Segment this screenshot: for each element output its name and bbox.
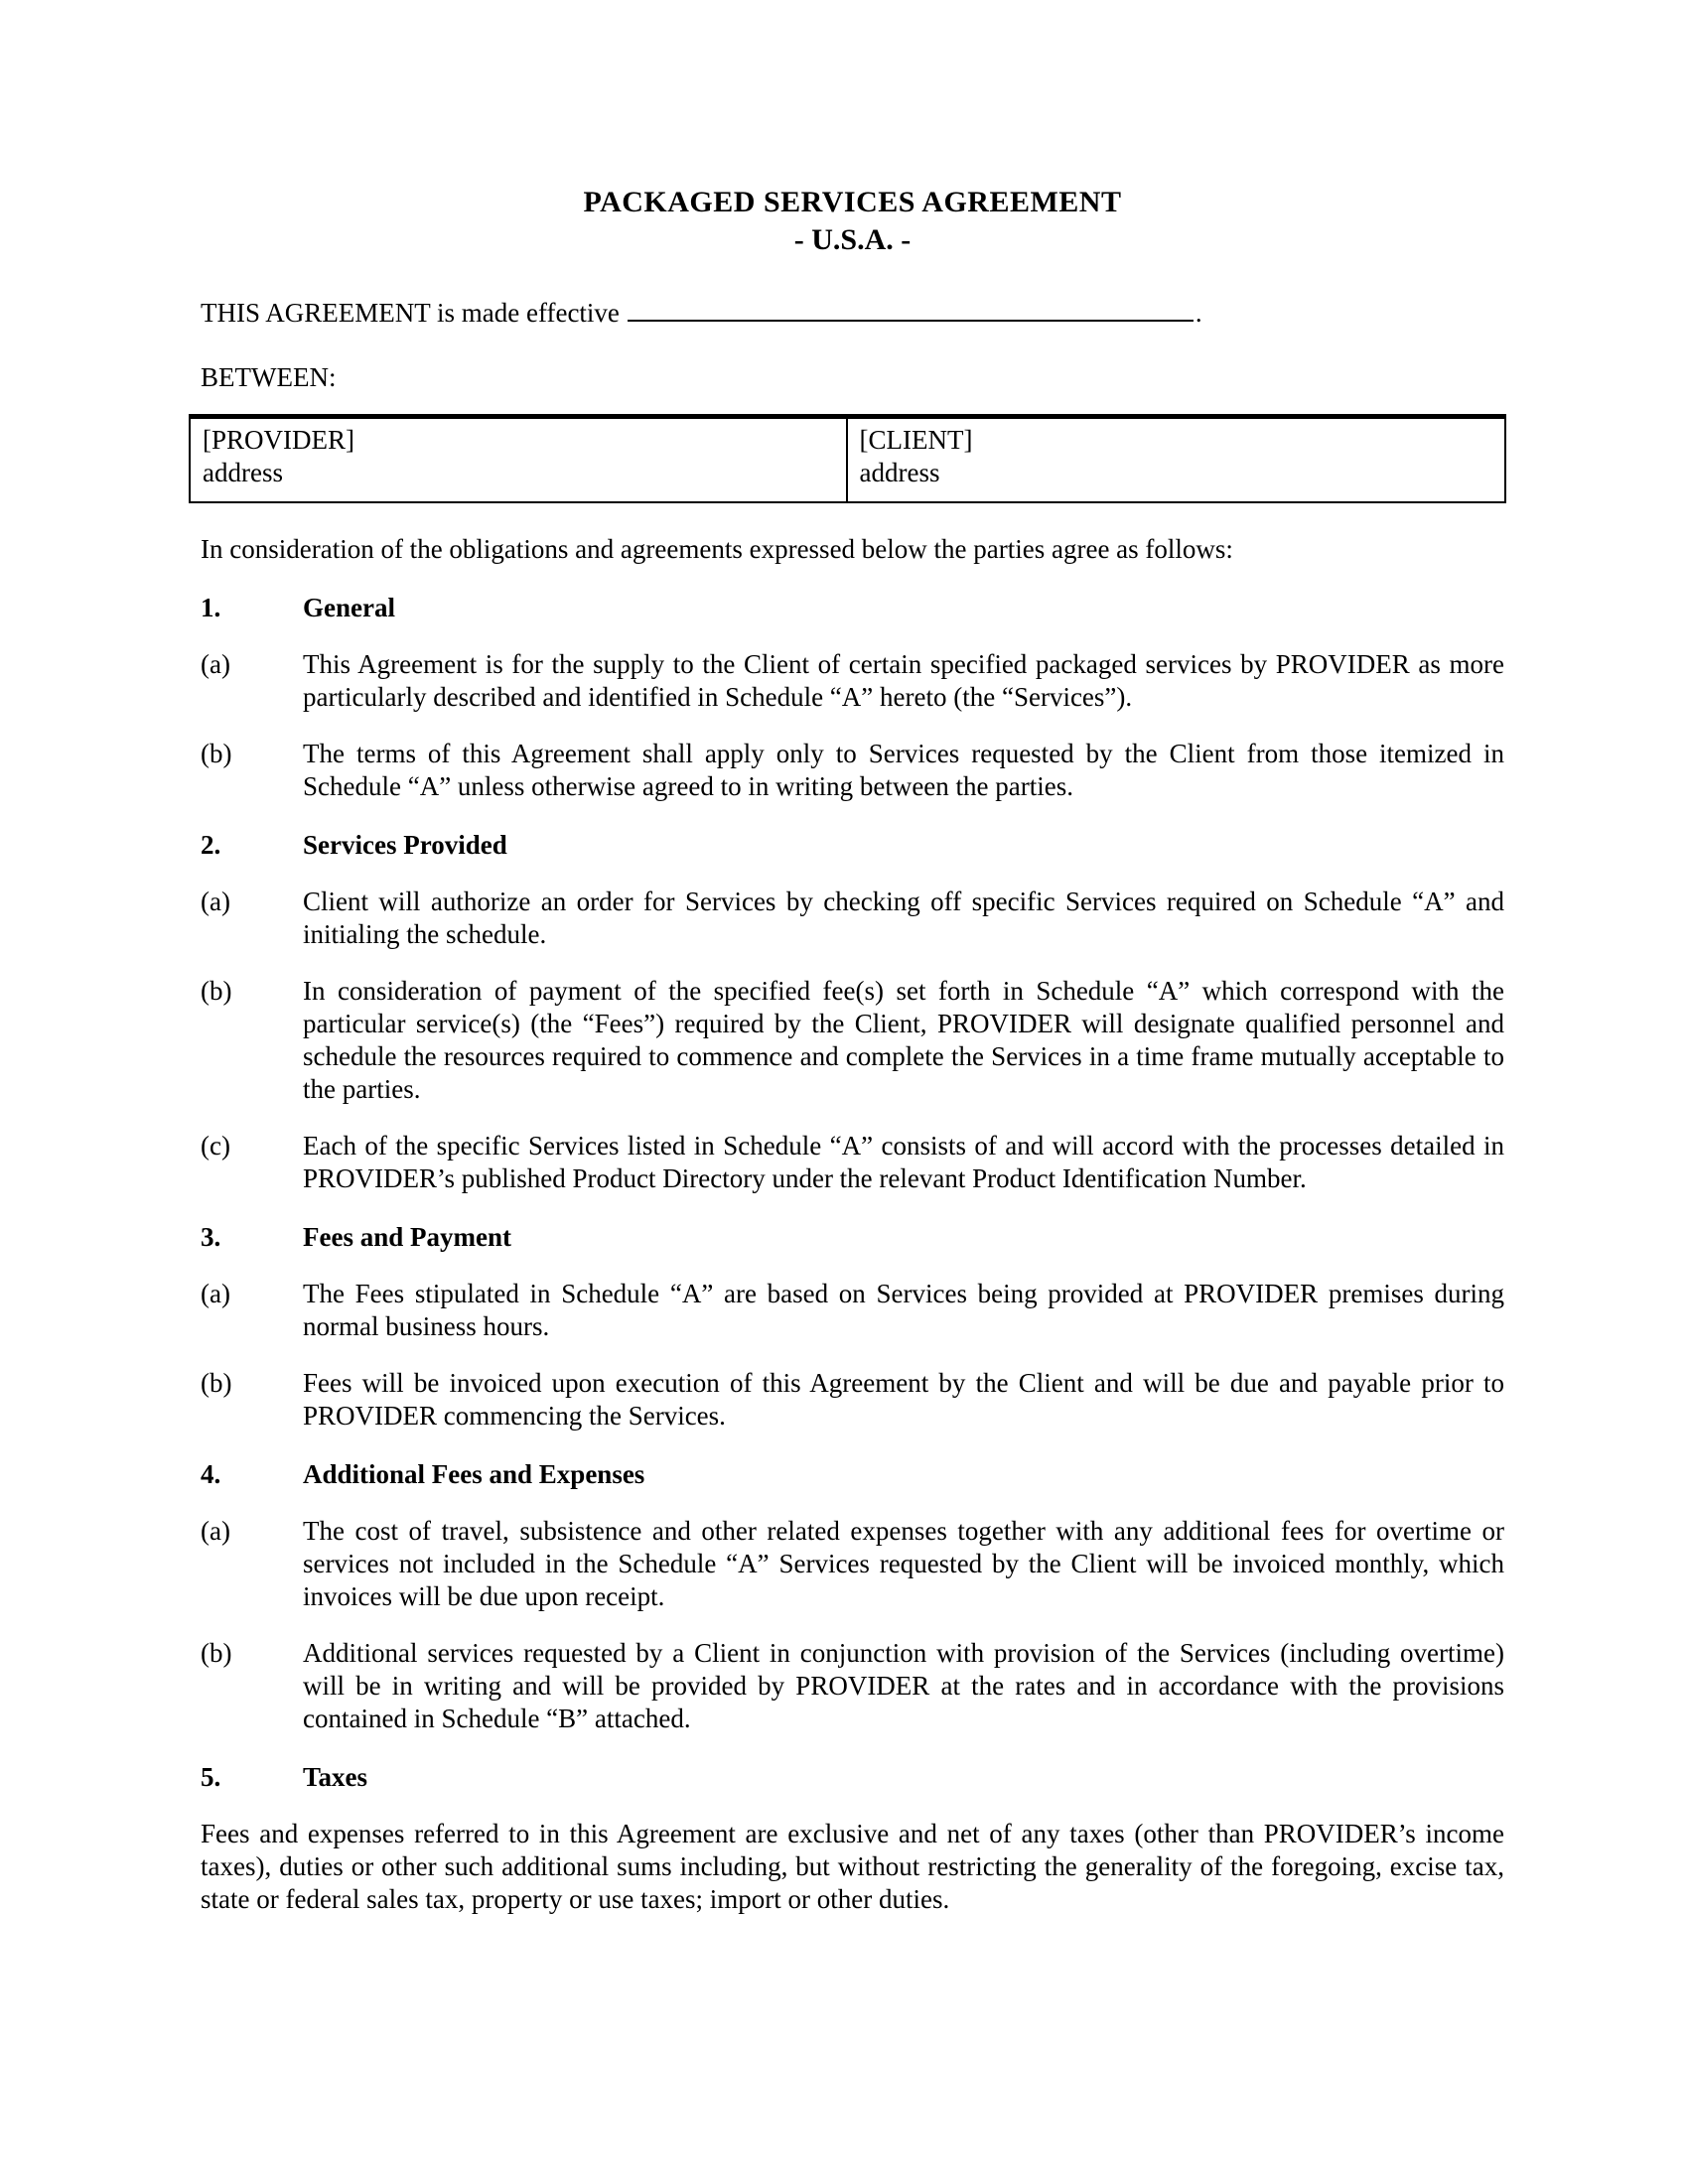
between-label: BETWEEN:	[201, 362, 337, 392]
section-5-heading	[201, 1761, 1504, 1794]
clause-label: (c)	[201, 1131, 230, 1160]
intro-paragraph: In consideration of the obligations and agreements expressed below the parties agree as follows:	[201, 534, 1233, 564]
effective-suffix: .	[1195, 298, 1202, 328]
clause-label: (b)	[201, 1638, 232, 1668]
clause-text: Additional services requested by a Client in conjunction with provision of the Services (including overtime) will be in writing and will be provided by PROVIDER at the rates and in accordance with the provisions contained in Schedule “B” attached.	[303, 1638, 1504, 1733]
section-title: Services Provided	[303, 830, 507, 860]
taxes-paragraph: Fees and expenses referred to in this Agreement are exclusive and net of any taxes (other than PROVIDER’s income taxes), duties or other such additional sums including, but without restricting the generality of the foregoing, excise tax, state or federal sales tax, property or use taxes; import or other duties.	[201, 1819, 1504, 1914]
clause-4b	[201, 1637, 1504, 1735]
section-title: General	[303, 593, 395, 622]
effective-prefix: THIS AGREEMENT is made effective	[201, 298, 620, 328]
page-title: PACKAGED SERVICES AGREEMENT	[583, 186, 1122, 218]
section-number: 2.	[201, 830, 221, 860]
provider-address: address	[203, 458, 283, 487]
section-number: 3.	[201, 1222, 221, 1252]
clause-label: (a)	[201, 649, 230, 679]
effective-date-blank	[628, 320, 1194, 322]
section-1-heading	[201, 592, 1504, 624]
section-title: Taxes	[303, 1762, 368, 1792]
section-title: Fees and Payment	[303, 1222, 511, 1252]
clause-label: (b)	[201, 739, 232, 768]
clause-4a	[201, 1515, 1504, 1613]
section-title: Additional Fees and Expenses	[303, 1459, 645, 1489]
clause-1b	[201, 738, 1504, 803]
section-2-heading	[201, 829, 1504, 862]
page-subtitle: - U.S.A. -	[793, 223, 912, 256]
section-number: 5.	[201, 1762, 221, 1792]
clause-label: (a)	[201, 1279, 230, 1308]
clause-3b	[201, 1367, 1504, 1433]
clause-label: (a)	[201, 887, 230, 916]
clause-text: The terms of this Agreement shall apply only to Services requested by the Client from those itemized in Schedule “A” unless otherwise agreed to in writing between the parties.	[303, 739, 1504, 801]
client-cell	[848, 419, 1505, 501]
clause-text: Each of the specific Services listed in Schedule “A” consists of and will accord with the processes detailed in PROVIDER’s published Product Directory under the relevant Product Identification Number.	[303, 1131, 1504, 1193]
clause-label: (b)	[201, 1368, 232, 1398]
clause-text: The Fees stipulated in Schedule “A” are based on Services being provided at PROVIDER premises during normal business hours.	[303, 1279, 1504, 1341]
clause-2a	[201, 886, 1504, 951]
section-4-heading	[201, 1458, 1504, 1491]
clause-text: In consideration of payment of the specified fee(s) set forth in Schedule “A” which correspond with the particular service(s) (the “Fees”) required by the Client, PROVIDER will designate qualified personnel and schedule the resources required to commence and complete the Services in a time frame mutually acceptable to the parties.	[303, 976, 1504, 1104]
clause-label: (b)	[201, 976, 232, 1006]
section-number: 4.	[201, 1459, 221, 1489]
effective-line	[201, 297, 1504, 330]
provider-name: [PROVIDER]	[203, 425, 354, 455]
clause-3a	[201, 1278, 1504, 1343]
client-name: [CLIENT]	[859, 425, 973, 455]
clause-text: Client will authorize an order for Services by checking off specific Services required on Schedule “A” and initialing the schedule.	[303, 887, 1504, 949]
section-number: 1.	[201, 593, 221, 622]
clause-text: The cost of travel, subsistence and other related expenses together with any additional fees for overtime or services not included in the Schedule “A” Services requested by the Client will be invoiced monthly, which invoices will be due upon receipt.	[303, 1516, 1504, 1611]
parties-table	[189, 414, 1506, 503]
clause-text: This Agreement is for the supply to the Client of certain specified packaged services by PROVIDER as more particularly described and identified in Schedule “A” hereto (the “Services”).	[303, 649, 1504, 712]
clause-2c	[201, 1130, 1504, 1195]
clause-text: Fees will be invoiced upon execution of this Agreement by the Client and will be due and payable prior to PROVIDER commencing the Services.	[303, 1368, 1504, 1431]
clause-1a	[201, 648, 1504, 714]
client-address: address	[859, 458, 940, 487]
title-block	[201, 184, 1504, 259]
provider-cell	[191, 419, 848, 501]
section-3-heading	[201, 1221, 1504, 1254]
clause-2b	[201, 975, 1504, 1106]
clause-label: (a)	[201, 1516, 230, 1546]
